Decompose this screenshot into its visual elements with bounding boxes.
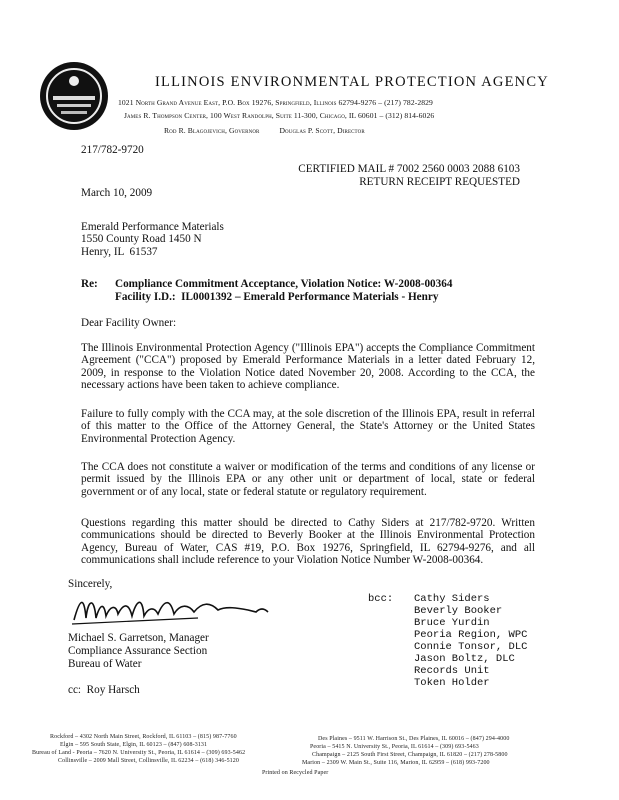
body-paragraph-questions: Questions regarding this matter should be directed to Cathy Siders at 217/782-9720. Written communications should be directed to Beverly Booker at the Illinois Environmental Protection Agency, Bureau of Water, CAS #19, P.O. Box 19276, Springfield, IL 62794-9276, and all communications shall include reference to your Violation Notice Number W-2008-00364. <box>81 517 535 567</box>
recipient-street: 1550 County Road 1450 N <box>81 233 202 245</box>
footer-office-peoria: Peoria – 5415 N. University St., Peoria, IL 61614 – (309) 693-5463 <box>310 744 479 750</box>
body-paragraph-waiver: The CCA does not constitute a waiver or modification of the terms and conditions of any license or permit issued by the Illinois EPA or any other unit or department of local, state or federal government or of any local, state or federal statute or regulatory requirement. <box>81 461 535 498</box>
closing: Sincerely, <box>68 578 113 590</box>
footer-office-rockford: Rockford – 4302 North Main Street, Rockford, IL 61103 – (815) 987-7760 <box>50 734 237 740</box>
letter-date: March 10, 2009 <box>81 187 153 199</box>
bcc-name: Peoria Region, WPC <box>414 629 528 641</box>
certified-mail-number: CERTIFIED MAIL # 7002 2560 0003 2088 6103 <box>298 163 520 175</box>
salutation: Dear Facility Owner: <box>81 317 177 329</box>
footer-office-elgin: Elgin – 595 South State, Elgin, IL 60123 – (847) 608-3131 <box>60 742 208 748</box>
signer-name: Michael S. Garretson, Manager <box>68 632 209 644</box>
re-label: Re: <box>81 278 98 290</box>
footer-office-bol-peoria: Bureau of Land - Peoria – 7620 N. University St., Peoria, IL 61614 – (309) 693-5462 <box>32 750 246 756</box>
body-paragraph-acceptance: The Illinois Environmental Protection Agency ("Illinois EPA") accepts the Compliance Commitment Agreement ("CCA") proposed by Emerald Performance Materials in a letter dated February 12, 2009, in response to the Violation Notice dated November 20, 2008. According to the CCA, the necessary actions have been taken to achieve compliance. <box>81 342 535 392</box>
phone-number: 217/782-9720 <box>81 144 144 156</box>
signer-bureau: Bureau of Water <box>68 658 142 670</box>
letterhead-address-springfield: 1021 North Grand Avenue East, P.O. Box 19276, Springfield, Illinois 62794-9276 – (217) 782-2829 <box>118 98 433 107</box>
footer-office-des-plaines: Des Plaines – 9511 W. Harrison St., Des Plaines, IL 60016 – (847) 294-4000 <box>318 736 510 742</box>
bcc-name: Cathy Siders <box>414 593 490 605</box>
agency-seal-logo <box>40 62 108 130</box>
recipient-name: Emerald Performance Materials <box>81 221 224 233</box>
body-paragraph-failure: Failure to fully comply with the CCA may, at the sole discretion of the Illinois EPA, result in referral of this matter to the Office of the Attorney General, the State's Attorney or the United States Environmental Protection Agency. <box>81 408 535 445</box>
bcc-name: Connie Tonsor, DLC <box>414 641 528 653</box>
bcc-label: bcc: <box>368 593 394 605</box>
footer-recycled-note: Printed on Recycled Paper <box>262 770 329 776</box>
re-subject-line: Compliance Commitment Acceptance, Violation Notice: W-2008-00364 <box>115 278 453 290</box>
handwritten-signature <box>70 590 270 630</box>
recipient-city: Henry, IL 61537 <box>81 246 158 258</box>
letterhead-officials: Rod R. Blagojevich, Governor Douglas P. Scott, Director <box>164 126 365 135</box>
letterhead-address-chicago: James R. Thompson Center, 100 West Randolph, Suite 11-300, Chicago, IL 60601 – (312) 814-6026 <box>124 111 435 120</box>
bcc-name: Records Unit <box>414 665 490 677</box>
signer-section: Compliance Assurance Section <box>68 645 208 657</box>
footer-office-champaign: Champaign – 2125 South First Street, Champaign, IL 61820 – (217) 278-5800 <box>312 752 508 758</box>
bcc-name: Beverly Booker <box>414 605 503 617</box>
footer-office-collinsville: Collinsville – 2009 Mall Street, Collinsville, IL 62234 – (618) 346-5120 <box>58 758 239 764</box>
bcc-name: Token Holder <box>414 677 490 689</box>
bcc-name: Jason Boltz, DLC <box>414 653 515 665</box>
return-receipt-requested: RETURN RECEIPT REQUESTED <box>359 176 520 188</box>
cc-line: cc: Roy Harsch <box>68 684 140 696</box>
footer-office-marion: Marion – 2309 W. Main St., Suite 116, Marion, IL 62959 – (618) 993-7200 <box>302 760 490 766</box>
agency-name: ILLINOIS ENVIRONMENTAL PROTECTION AGENCY <box>155 74 549 90</box>
re-facility-line: Facility I.D.: IL0001392 – Emerald Performance Materials - Henry <box>115 291 439 303</box>
bcc-name: Bruce Yurdin <box>414 617 490 629</box>
